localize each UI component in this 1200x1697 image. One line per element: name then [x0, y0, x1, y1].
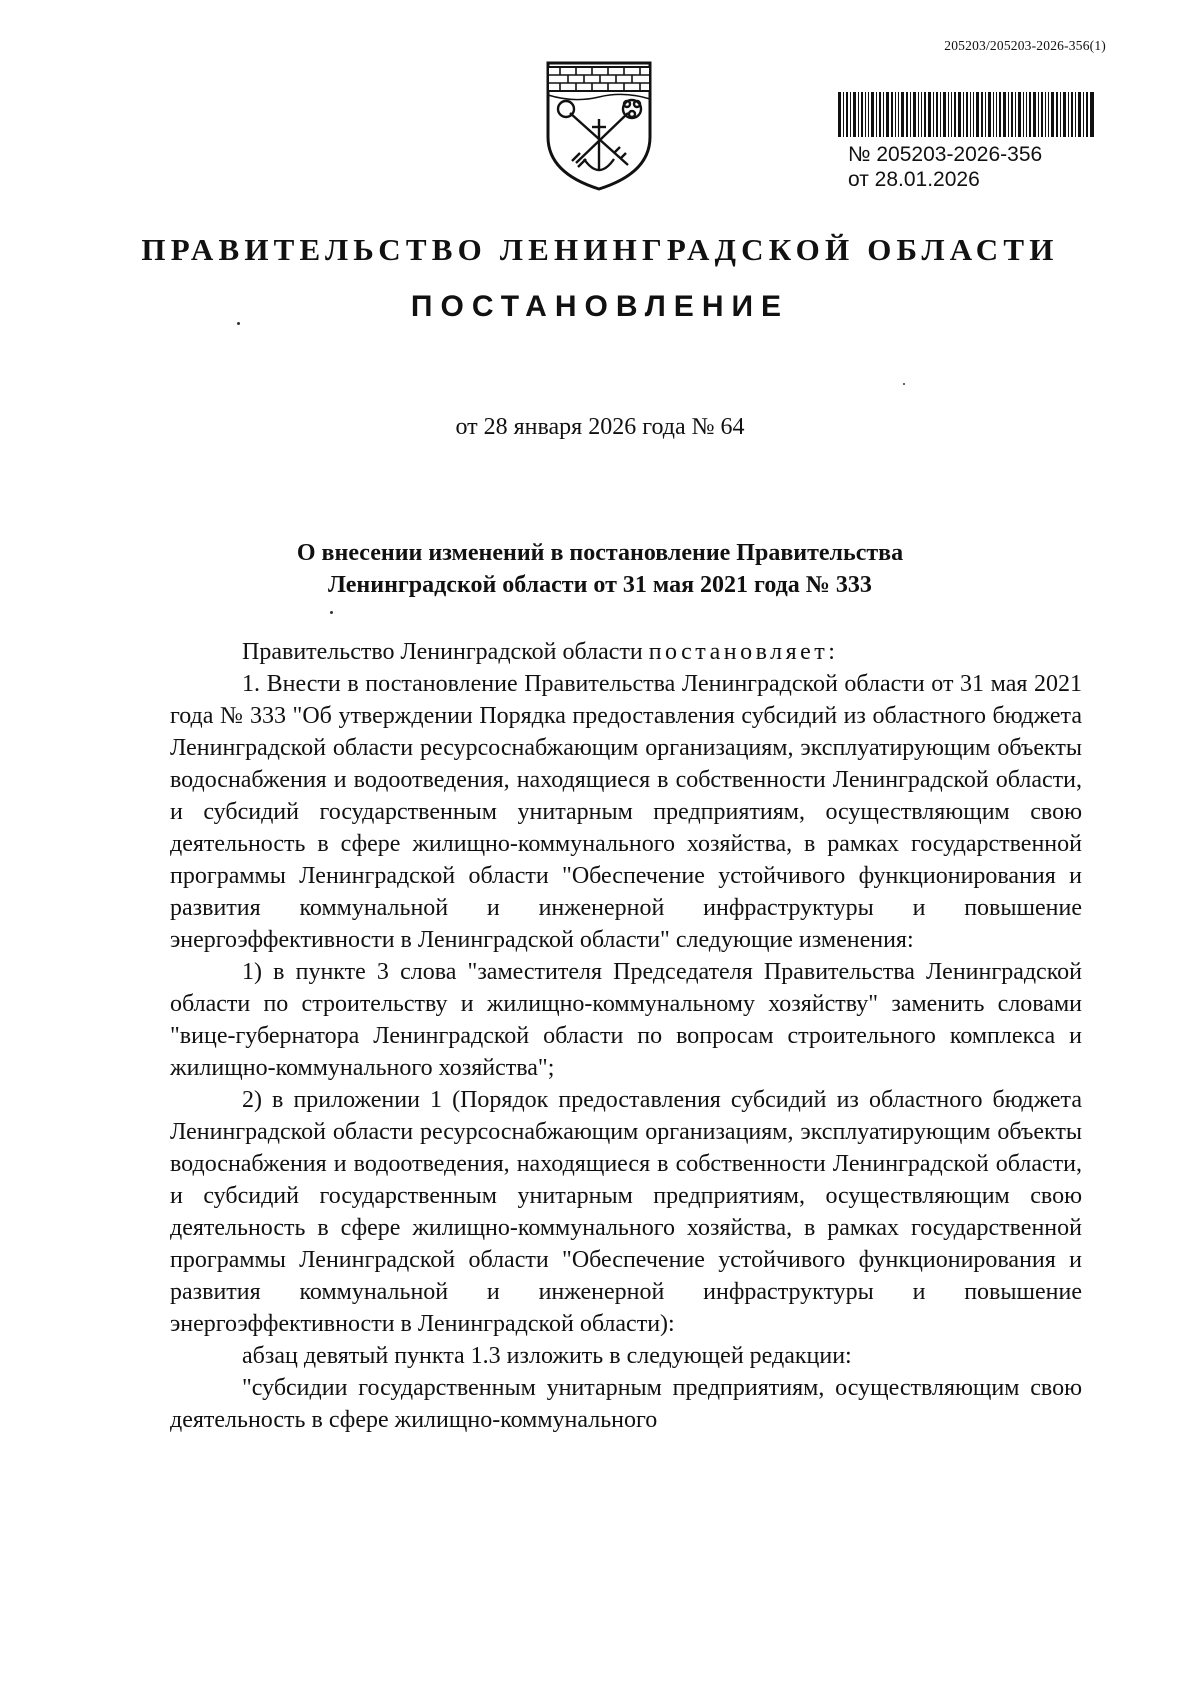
preamble-text: Правительство Ленинградской области: [242, 639, 649, 665]
decree-date-number: от 28 января 2026 года № 64: [455, 414, 745, 440]
top-reference-number: 205203/205203-2026-356(1): [944, 38, 1106, 53]
decree-title-line: Ленинградской области от 31 мая 2021 года № 333: [328, 572, 872, 598]
preamble: [170, 636, 1082, 668]
scan-speck: [237, 322, 240, 325]
registration-date: от 28.01.2026: [848, 168, 980, 191]
paragraph: 2) в приложении 1 (Порядок предоставления субсидий из областного бюджета Ленинградской области ресурсоснабжающим организациям, эксплуатирующим объекты водоснабжения и водоотведения, находящиеся в собственности Ленинградской области, и субсидий государственным унитарным предприятиям, осуществляющим свою деятельность в сфере жилищно-коммунального хозяйства, в рамках государственной программы Ленинградской области "Обеспечение устойчивого функционирования и развития коммунальной и инженерной инфраструктуры и повышение энергоэффективности в Ленинградской области):: [170, 1087, 1082, 1337]
decree-title: [200, 537, 1000, 601]
government-name: ПРАВИТЕЛЬСТВО ЛЕНИНГРАДСКОЙ ОБЛАСТИ: [141, 232, 1059, 267]
paragraph: "субсидии государственным унитарным предприятиям, осуществляющим свою деятельность в сфере жилищно-коммунального: [170, 1375, 1082, 1433]
registration-number: № 205203-2026-356: [848, 143, 1043, 166]
paragraph: абзац девятый пункта 1.3 изложить в следующей редакции:: [242, 1343, 852, 1369]
decree-title-line: О внесении изменений в постановление Правительства: [296, 540, 904, 566]
barcode-icon: [838, 92, 1094, 137]
coat-of-arms-icon: [540, 55, 658, 195]
decree-body: [170, 636, 1082, 1436]
paragraph: 1) в пункте 3 слова "заместителя Председателя Правительства Ленинградской области по строительству и жилищно-коммунальному хозяйству" заменить словами "вице-губернатора Ленинградской области по вопросам строительного комплекса и жилищно-коммунального хозяйства";: [170, 959, 1082, 1081]
registration-block: [838, 92, 1098, 192]
paragraph: 1. Внести в постановление Правительства Ленинградской области от 31 мая 2021 года № 333 "Об утверждении Порядка предоставления субсидий из областного бюджета Ленинградской области ресурсоснабжающим организациям, эксплуатирующим объекты водоснабжения и водоотведения, находящиеся в собственности Ленинградской области, и субсидий государственным унитарным предприятиям, осуществляющим свою деятельность в сфере жилищно-коммунального хозяйства, в рамках государственной программы Ленинградской области "Обеспечение устойчивого функционирования и развития коммунальной и инженерной инфраструктуры и повышение энергоэффективности в Ленинградской области" следующие изменения:: [170, 671, 1082, 953]
scan-speck: [903, 383, 905, 385]
preamble-verb: постановляет:: [648, 639, 839, 665]
scan-speck: [330, 611, 333, 614]
document-type: ПОСТАНОВЛЕНИЕ: [410, 290, 790, 323]
